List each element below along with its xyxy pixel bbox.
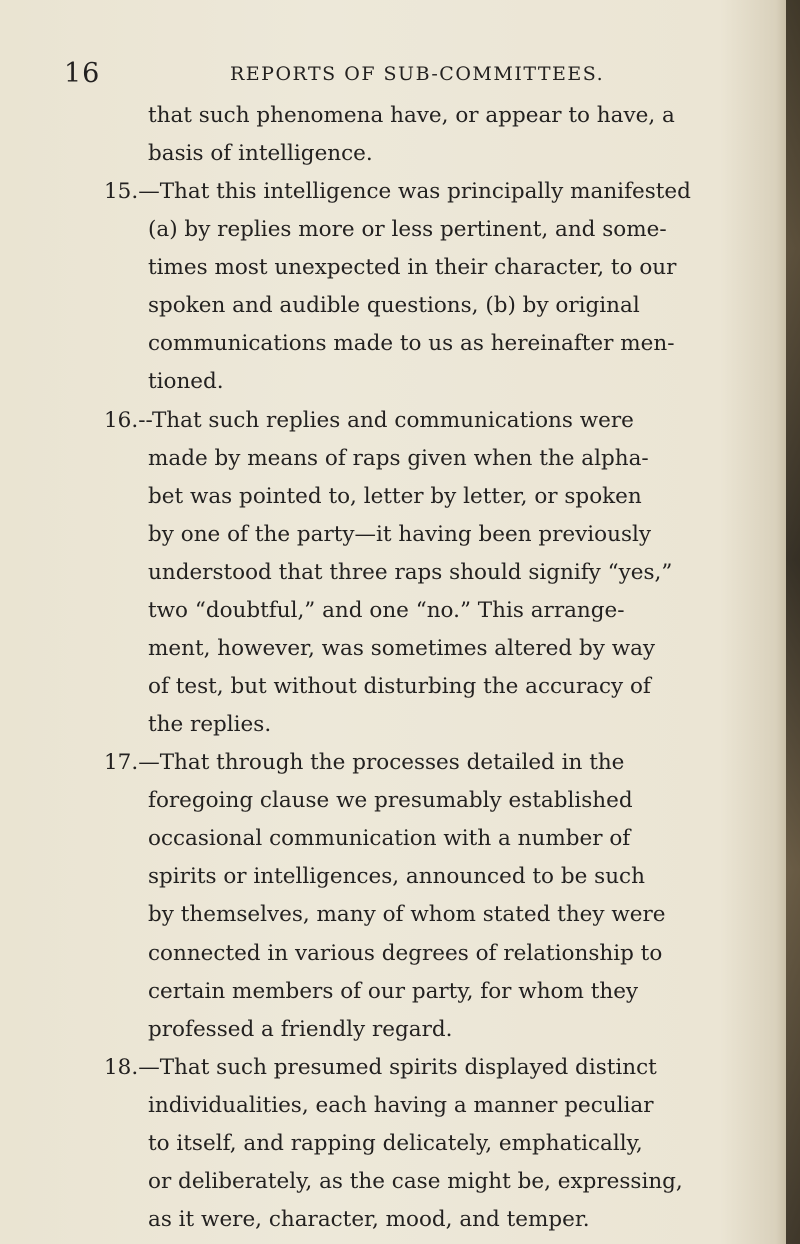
text-line: communications made to us as hereinafter men- (148, 331, 675, 357)
text-line: made by means of raps given when the alpha- (148, 445, 649, 471)
book-spine-edge (786, 0, 800, 1244)
text-line: certain members of our party, for whom they (148, 978, 639, 1004)
text-line: that such phenomena have, or appear to have, a (148, 103, 675, 128)
running-head: REPORTS OF SUB-COMMITTEES. (230, 63, 605, 85)
text-line: of test, but without disturbing the accuracy of (148, 674, 651, 700)
text-line: spoken and audible questions, (b) by original (148, 293, 640, 319)
text-line: spirits or intelligences, announced to be such (148, 864, 645, 890)
text-line: 18.—That such presumed spirits displayed distinct (104, 1054, 657, 1080)
text-line: ment, however, was sometimes altered by way (148, 635, 656, 661)
text-line: two “doubtful,” and one “no.” This arrange- (148, 597, 625, 623)
text-line: or deliberately, as the case might be, expressing, (148, 1168, 683, 1194)
text-line: to itself, and rapping delicately, emphatically, (148, 1130, 643, 1156)
text-line: individualities, each having a manner peculiar (148, 1092, 654, 1118)
text-line: 15.—That this intelligence was principally manifested (104, 179, 691, 205)
text-line: professed a friendly regard. (148, 1016, 453, 1042)
page-number: 16 (64, 58, 101, 89)
text-line: foregoing clause we presumably established (148, 788, 633, 814)
text-line: connected in various degrees of relationship to (148, 940, 663, 966)
text-line: the replies. (148, 712, 272, 738)
text-line: 17.—That through the processes detailed in the (104, 750, 625, 776)
text-line: occasional communication with a number of (148, 826, 631, 852)
text-line: bet was pointed to, letter by letter, or spoken (148, 483, 642, 509)
text-line: tioned. (148, 369, 224, 395)
text-line: by one of the party—it having been previously (148, 521, 652, 547)
text-line: times most unexpected in their character, to our (148, 255, 677, 281)
page-header (0, 58, 800, 98)
text-line: basis of intelligence. (148, 141, 373, 167)
text-line: understood that three raps should signify “yes,” (148, 559, 673, 585)
text-line: as it were, character, mood, and temper. (148, 1207, 590, 1232)
text-line: (a) by replies more or less pertinent, and some- (148, 217, 667, 243)
text-line: by themselves, many of whom stated they were (148, 902, 666, 928)
text-line: 16.--That such replies and communications were (104, 407, 634, 433)
